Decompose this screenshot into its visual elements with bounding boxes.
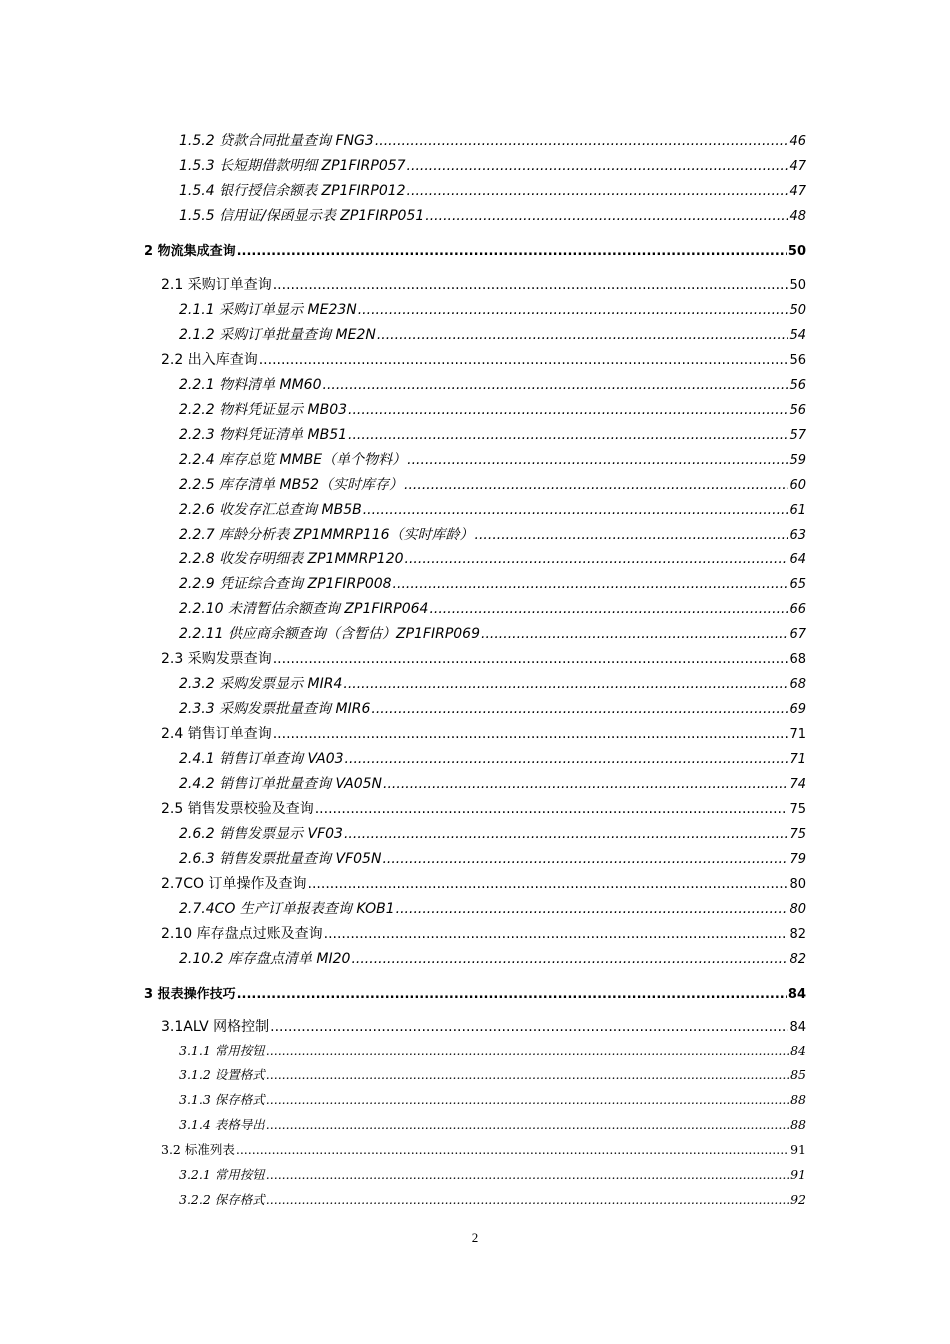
toc-entry[interactable] (179, 948, 806, 968)
toc-entry[interactable] (179, 748, 806, 768)
toc-entry[interactable] (161, 798, 806, 818)
toc-entry[interactable] (179, 424, 806, 444)
toc-entry-title: 1.5.3 长短期借款明细 ZP1FIRP057 (179, 158, 406, 174)
toc-dot-leader (266, 1092, 789, 1107)
toc-entry-title: 2.2.8 收发存明细表 ZP1MMRP120 (179, 551, 404, 567)
toc-entry-page: 61 (789, 503, 806, 518)
toc-dot-leader (348, 427, 788, 443)
toc-entry-title: 2.1 采购订单查询 (161, 277, 272, 293)
toc-entry-page: 80 (789, 877, 806, 892)
toc-entry[interactable] (161, 349, 806, 369)
toc-dot-leader (259, 352, 789, 368)
toc-entry-page: 82 (789, 952, 806, 967)
page-number: 2 (471, 1230, 479, 1245)
toc-entry[interactable] (179, 1165, 806, 1183)
toc-entry[interactable] (179, 573, 806, 593)
toc-entry-title: 3.1.2 设置格式 (179, 1067, 265, 1082)
toc-entry-page: 75 (789, 802, 806, 817)
toc-entry-page: 56 (789, 403, 806, 418)
toc-entry-title: 2.2.11 供应商余额查询（含暂估）ZP1FIRP069 (179, 626, 480, 642)
toc-entry-page: 69 (789, 702, 806, 717)
toc-dot-leader (383, 776, 788, 792)
toc-entry-page: 84 (790, 1043, 806, 1058)
toc-entry-title: 3.2.1 常用按钮 (179, 1167, 265, 1182)
toc-dot-leader (405, 551, 789, 567)
toc-entry-page: 48 (789, 209, 806, 224)
toc-entry[interactable] (179, 130, 806, 150)
toc-entry-title: 2.4.2 销售订单批量查询 VA05N (179, 776, 383, 792)
toc-dot-leader (345, 751, 789, 767)
toc-entry-page: 92 (790, 1192, 806, 1207)
toc-entry[interactable] (144, 240, 806, 259)
toc-entry-page: 47 (789, 159, 806, 174)
toc-entry-title: 1.5.4 银行授信余额表 ZP1FIRP012 (179, 183, 406, 199)
toc-dot-leader (323, 377, 789, 393)
toc-dot-leader (266, 1117, 789, 1132)
toc-entry-page: 80 (789, 902, 806, 917)
toc-entry-title: 2.2.3 物料凭证清单 MB51 (179, 427, 348, 443)
toc-entry-page: 63 (789, 528, 806, 543)
toc-entry-title: 3.2 标准列表 (161, 1142, 235, 1157)
toc-entry-page: 60 (789, 478, 806, 493)
toc-entry[interactable] (179, 155, 806, 175)
toc-entry-page: 71 (789, 727, 806, 742)
toc-entry[interactable] (179, 449, 806, 469)
toc-entry[interactable] (179, 374, 806, 394)
toc-entry-title: 2.2.10 未清暂估余额查询 ZP1FIRP064 (179, 601, 429, 617)
toc-entry[interactable] (179, 673, 806, 693)
toc-entry-title: 2 物流集成查询 (144, 244, 236, 259)
toc-entry[interactable] (179, 474, 806, 494)
toc-dot-leader (377, 327, 789, 343)
toc-entry[interactable] (161, 648, 806, 668)
toc-entry-page: 88 (790, 1092, 806, 1107)
toc-dot-leader (266, 1167, 789, 1182)
toc-entry-title: 2.3.2 采购发票显示 MIR4 (179, 676, 343, 692)
toc-entry-title: 2.3.3 采购发票批量查询 MIR6 (179, 701, 371, 717)
toc-entry-title: 2.6.2 销售发票显示 VF03 (179, 826, 343, 842)
toc-entry-title: 3.1.3 保存格式 (179, 1092, 265, 1107)
toc-dot-leader (273, 726, 789, 742)
toc-entry[interactable] (161, 1140, 806, 1158)
toc-entry-title: 3.2.2 保存格式 (179, 1192, 265, 1207)
toc-entry-title: 2.1.2 采购订单批量查询 ME2N (179, 327, 376, 343)
toc-dot-leader (371, 701, 788, 717)
toc-entry-title: 2.2.2 物料凭证显示 MB03 (179, 402, 348, 418)
toc-entry[interactable] (179, 548, 806, 568)
toc-entry-page: 47 (789, 184, 806, 199)
toc-dot-leader (273, 277, 789, 293)
toc-dot-leader (375, 133, 789, 149)
toc-entry-title: 1.5.5 信用证/保函显示表 ZP1FIRP051 (179, 208, 425, 224)
toc-entry[interactable] (179, 773, 806, 793)
toc-dot-leader (266, 1043, 789, 1058)
toc-dot-leader (358, 302, 789, 318)
toc-entry[interactable] (179, 1041, 806, 1059)
toc-entry-page: 84 (789, 1020, 806, 1035)
toc-dot-leader (429, 601, 788, 617)
toc-entry-page: 68 (789, 677, 806, 692)
toc-entry-title: 2.4.1 销售订单查询 VA03 (179, 751, 344, 767)
toc-entry-title: 2.6.3 销售发票批量查询 VF05N (179, 851, 382, 867)
toc-dot-leader (481, 626, 788, 642)
toc-entry-title: 2.2.4 库存总览 MMBE（单个物料） (179, 452, 407, 468)
toc-dot-leader (382, 851, 788, 867)
toc-entry-title: 2.2.7 库龄分析表 ZP1MMRP116（实时库龄） (179, 527, 474, 543)
toc-entry[interactable] (179, 898, 806, 918)
toc-entry-page: 91 (790, 1167, 806, 1182)
toc-entry[interactable] (161, 923, 806, 943)
toc-dot-leader (315, 801, 789, 817)
toc-entry-page: 50 (789, 278, 806, 293)
toc-entry[interactable] (179, 205, 806, 225)
toc-entry[interactable] (179, 299, 806, 319)
toc-entry[interactable] (179, 1190, 806, 1208)
toc-entry[interactable] (161, 873, 806, 893)
toc-dot-leader (266, 1067, 789, 1082)
toc-entry-title: 1.5.2 贷款合同批量查询 FNG3 (179, 133, 374, 149)
toc-dot-leader (273, 651, 789, 667)
toc-entry-page: 66 (789, 602, 806, 617)
toc-entry-page: 57 (789, 428, 806, 443)
toc-entry-page: 67 (789, 627, 806, 642)
toc-entry-page: 75 (789, 827, 806, 842)
toc-entry[interactable] (144, 983, 806, 1002)
toc-entry[interactable] (179, 1090, 806, 1108)
toc-entry-page: 68 (789, 652, 806, 667)
toc-entry[interactable] (179, 698, 806, 718)
toc-entry-title: 2.3 采购发票查询 (161, 651, 272, 667)
toc-entry-title: 2.10.2 库存盘点清单 MI20 (179, 951, 351, 967)
toc-entry[interactable] (179, 623, 806, 643)
toc-dot-leader (425, 208, 788, 224)
toc-dot-leader (348, 402, 788, 418)
toc-entry-title: 2.7CO 订单操作及查询 (161, 876, 307, 892)
toc-entry[interactable] (161, 274, 806, 294)
toc-entry-title: 2.2 出入库查询 (161, 352, 258, 368)
toc-dot-leader (236, 1142, 789, 1157)
toc-entry-page: 82 (789, 927, 806, 942)
toc-dot-leader (270, 1019, 788, 1035)
toc-dot-leader (351, 951, 788, 967)
toc-entry[interactable] (179, 499, 806, 519)
toc-dot-leader (396, 901, 789, 917)
toc-dot-leader (404, 477, 788, 493)
toc-entry[interactable] (179, 1065, 806, 1083)
toc-dot-leader (266, 1192, 789, 1207)
toc-entry-page: 59 (789, 453, 806, 468)
toc-entry-page: 74 (789, 777, 806, 792)
toc-entry-title: 2.2.1 物料清单 MM60 (179, 377, 322, 393)
toc-dot-leader (237, 244, 787, 259)
toc-entry-title: 2.10 库存盘点过账及查询 (161, 926, 323, 942)
toc-entry-page: 65 (789, 577, 806, 592)
toc-dot-leader (237, 987, 787, 1002)
toc-entry-page: 56 (789, 353, 806, 368)
toc-entry[interactable] (179, 598, 806, 618)
toc-entry-page: 46 (789, 134, 806, 149)
toc-entry-title: 3.1.4 表格导出 (179, 1117, 265, 1132)
toc-entry[interactable] (179, 324, 806, 344)
toc-entry[interactable] (161, 1016, 806, 1036)
toc-entry-page: 84 (787, 987, 806, 1002)
toc-entry-title: 3 报表操作技巧 (144, 987, 236, 1002)
toc-entry-page: 91 (790, 1142, 806, 1157)
toc-entry-title: 3.1ALV 网格控制 (161, 1019, 270, 1035)
toc-entry-page: 85 (790, 1067, 806, 1082)
toc-dot-leader (475, 527, 789, 543)
toc-entry-page: 54 (789, 328, 806, 343)
toc-entry-page: 50 (787, 244, 806, 259)
toc-entry[interactable] (179, 524, 806, 544)
toc-dot-leader (343, 676, 788, 692)
toc-entry-title: 2.1.1 采购订单显示 ME23N (179, 302, 357, 318)
toc-dot-leader (407, 452, 788, 468)
toc-entry-page: 88 (790, 1117, 806, 1132)
toc-dot-leader (393, 576, 789, 592)
toc-dot-leader (407, 183, 789, 199)
toc-dot-leader (324, 926, 789, 942)
toc-entry-title: 2.5 销售发票校验及查询 (161, 801, 314, 817)
toc-entry-page: 71 (789, 752, 806, 767)
toc-entry[interactable] (179, 399, 806, 419)
toc-dot-leader (363, 502, 789, 518)
toc-entry-title: 2.7.4CO 生产订单报表查询 KOB1 (179, 901, 395, 917)
toc-entry-page: 50 (789, 303, 806, 318)
toc-entry[interactable] (179, 180, 806, 200)
toc-entry[interactable] (179, 823, 806, 843)
toc-entry-title: 3.1.1 常用按钮 (179, 1043, 265, 1058)
toc-entry-title: 2.2.5 库存清单 MB52（实时库存） (179, 477, 404, 493)
toc-entry-title: 2.2.9 凭证综合查询 ZP1FIRP008 (179, 576, 392, 592)
toc-entry[interactable] (179, 848, 806, 868)
toc-dot-leader (407, 158, 789, 174)
toc-entry-title: 2.2.6 收发存汇总查询 MB5B (179, 502, 362, 518)
toc-dot-leader (344, 826, 788, 842)
toc-entry-page: 56 (789, 378, 806, 393)
toc-entry[interactable] (179, 1115, 806, 1133)
toc-entry-page: 64 (789, 552, 806, 567)
toc-dot-leader (308, 876, 789, 892)
toc-entry-page: 79 (789, 852, 806, 867)
toc-entry[interactable] (161, 723, 806, 743)
toc-entry-title: 2.4 销售订单查询 (161, 726, 272, 742)
